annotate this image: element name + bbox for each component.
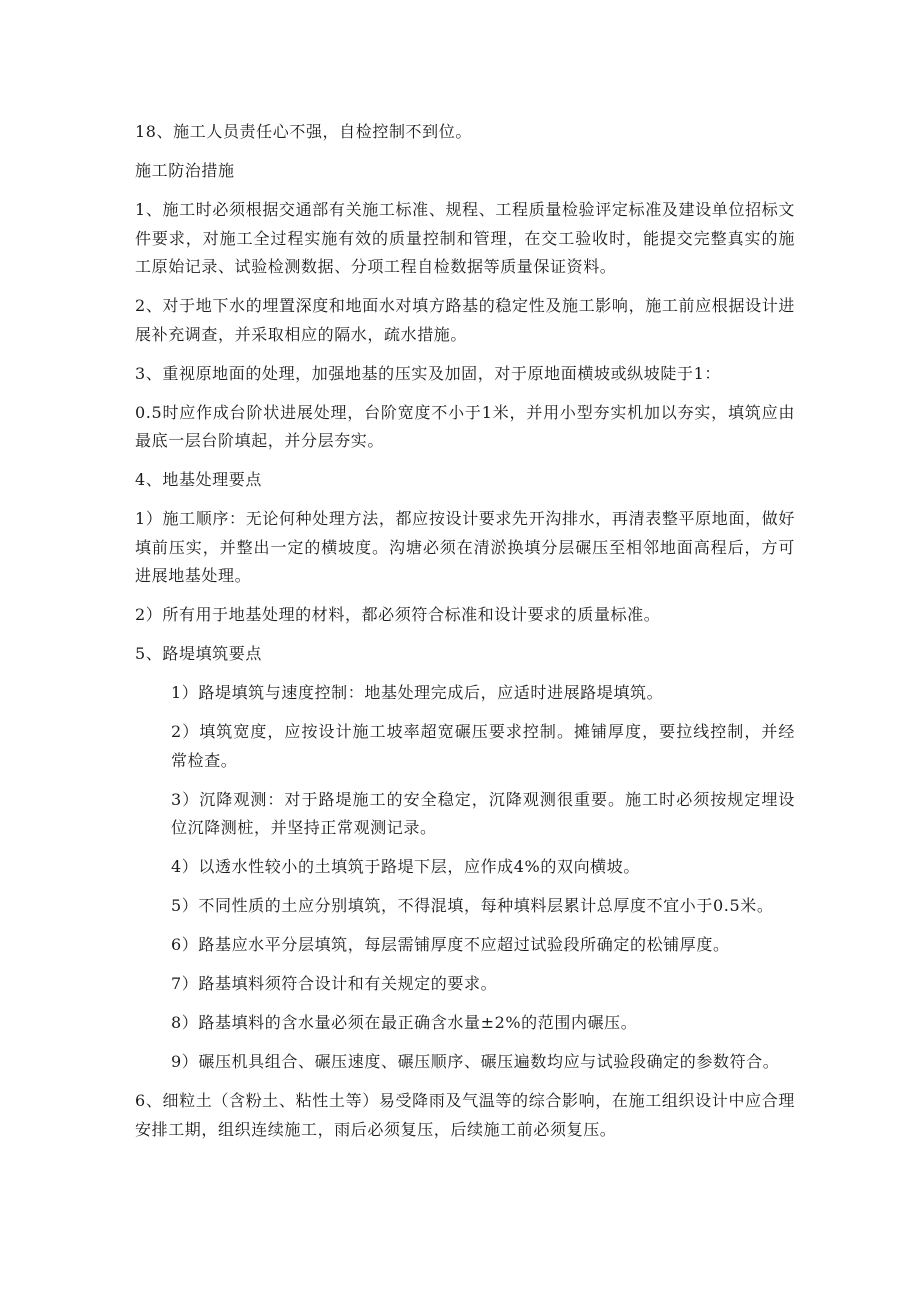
- paragraph-embankment-9: 9）碾压机具组合、碾压速度、碾压顺序、碾压遍数均应与试验段确定的参数符合。: [171, 1052, 780, 1071]
- section-heading-foundation: 4、地基处理要点: [135, 470, 262, 489]
- section-heading-embankment: 5、路堤填筑要点: [135, 644, 262, 663]
- paragraph-measure-3-line2: 0.5时应作成台阶状进展处理，台阶宽度不小于1米，并用小型夯实机加以夯实，填筑应由最底一层台阶填起，并分层夯实。: [135, 402, 795, 450]
- paragraph-embankment-4: 4）以透水性较小的土填筑于路堤下层，应作成4%的双向横坡。: [171, 857, 640, 876]
- paragraph-measure-3-line1: 3、重视原地面的处理，加强地基的压实及加固，对于原地面横坡或纵坡陡于1：: [135, 363, 721, 383]
- paragraph-foundation-2: 2）所有用于地基处理的材料，都必须符合标准和设计要求的质量标准。: [135, 605, 661, 624]
- paragraph-embankment-1: 1）路堤填筑与速度控制：地基处理完成后，应适时进展路堤填筑。: [171, 683, 664, 702]
- paragraph-foundation-1: 1）施工顺序：无论何种处理方法，都应按设计要求先开沟排水，再清表整平原地面，做好填前压实，并整出一定的横坡度。沟塘必须在清淤换填分层碾压至相邻地面高程后，方可进展地基处理。: [135, 509, 795, 585]
- section-heading-prevention: 施工防治措施: [135, 161, 235, 180]
- paragraph-embankment-3: 3）沉降观测：对于路堤施工的安全稳定，沉降观测很重要。施工时必须按规定埋设位沉降测桩，并坚持正常观测记录。: [171, 789, 795, 837]
- paragraph-embankment-7: 7）路基填料须符合设计和有关规定的要求。: [171, 974, 498, 993]
- paragraph-embankment-5: 5）不同性质的土应分别填筑，不得混填，每种填料层累计总厚度不宜小于0.5米。: [171, 896, 774, 915]
- paragraph-measure-1: 1、施工时必须根据交通部有关施工标准、规程、工程质量检验评定标准及建设单位招标文件要求，对施工全过程实施有效的质量控制和管理，在交工验收时，能提交完整真实的施工原始记录、试验检测数据、分项工程自检数据等质量保证资料。: [135, 200, 795, 276]
- paragraph-item-18: 18、施工人员责任心不强，自检控制不到位。: [135, 122, 472, 141]
- paragraph-embankment-2: 2）填筑宽度，应按设计施工坡率超宽碾压要求控制。摊铺厚度，要拉线控制，并经常检查。: [171, 722, 795, 770]
- paragraph-measure-6: 6、细粒土（含粉土、粘性土等）易受降雨及气温等的综合影响，在施工组织设计中应合理安排工期，组织连续施工，雨后必须复压，后续施工前必须复压。: [135, 1091, 795, 1139]
- paragraph-measure-2: 2、对于地下水的埋置深度和地面水对填方路基的稳定性及施工影响，施工前应根据设计进展补充调查，并采取相应的隔水，疏水措施。: [135, 296, 795, 344]
- paragraph-embankment-6: 6）路基应水平分层填筑，每层需铺厚度不应超过试验段所确定的松铺厚度。: [171, 935, 730, 954]
- document-body: [135, 118, 795, 1155]
- paragraph-embankment-8: 8）路基填料的含水量必须在最正确含水量±2%的范围内碾压。: [171, 1013, 638, 1032]
